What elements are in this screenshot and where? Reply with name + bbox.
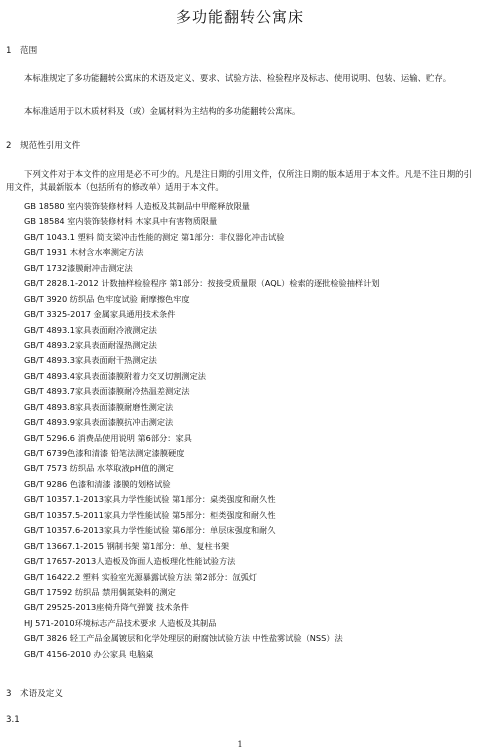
section-number: 2 bbox=[6, 141, 12, 151]
reference-item: GB/T 10357.5-2011家具力学性能试验 第5部分：柜类强度和耐久性 bbox=[24, 509, 276, 520]
section-title: 范围 bbox=[20, 46, 38, 56]
reference-item: GB/T 17657-2013人造板及饰面人造板理化性能试验方法 bbox=[24, 556, 236, 567]
section-number: 1 bbox=[6, 46, 12, 56]
reference-item: HJ 571-2010环境标志产品技术要求 人造板及其制品 bbox=[24, 617, 217, 628]
reference-item: GB/T 5296.6 消费品使用说明 第6部分：家具 bbox=[24, 432, 192, 443]
reference-item: GB/T 4156-2010 办公家具 电脑桌 bbox=[24, 648, 154, 659]
section-title: 术语及定义 bbox=[20, 689, 63, 699]
reference-item: GB/T 3826 轻工产品金属镀层和化学处理层的耐腐蚀试验方法 中性盐雾试验（NSS）法 bbox=[24, 633, 343, 644]
scope-paragraph-1: 本标准规定了多功能翻转公寓床的术语及定义、要求、试验方法、检验程序及标志、使用说明、包装、运输、贮存。 bbox=[24, 73, 452, 83]
section-3-heading bbox=[6, 687, 63, 699]
section-2-heading bbox=[6, 139, 80, 151]
subclause-number: 3.1 bbox=[6, 715, 20, 725]
normative-intro: 下列文件对于本文件的应用是必不可少的。凡是注日期的引用文件，仅所注日期的版本适用于本文件。凡是不注日期的引用文件，其最新版本（包括所有的修改单）适用于本文件。 bbox=[6, 169, 472, 192]
reference-item: GB/T 4893.7家具表面漆膜耐冷热温差测定法 bbox=[24, 386, 190, 397]
page-number: 1 bbox=[237, 740, 243, 749]
reference-item: GB/T 4893.8家具表面漆膜耐磨性测定法 bbox=[24, 401, 174, 412]
reference-item: GB/T 3920 纺织品 色牢度试验 耐摩擦色牢度 bbox=[24, 293, 190, 304]
reference-item: GB/T 17592 纺织品 禁用偶氮染料的测定 bbox=[24, 586, 176, 597]
reference-item: GB/T 4893.3家具表面耐干热测定法 bbox=[24, 355, 157, 366]
reference-item: GB 18584 室内装饰装修材料 木家具中有害物质限量 bbox=[24, 216, 218, 227]
document-title: 多功能翻转公寓床 bbox=[175, 8, 304, 26]
reference-item: GB/T 10357.6-2013家具力学性能试验 第6部分：单层床强度和耐久 bbox=[24, 525, 276, 536]
section-number: 3 bbox=[6, 689, 12, 699]
reference-list bbox=[24, 199, 379, 662]
reference-item: GB/T 13667.1-2015 钢制书架 第1部分：单、复柱书架 bbox=[24, 540, 230, 551]
reference-item: GB/T 7573 纺织品 水萃取液pH值的测定 bbox=[24, 463, 174, 474]
reference-item: GB/T 6739色漆和清漆 铅笔法测定漆膜硬度 bbox=[24, 448, 185, 458]
reference-item: GB/T 1931 木材含水率测定方法 bbox=[24, 247, 144, 258]
reference-item: GB 18580 室内装饰装修材料 人造板及其制品中甲醛释放限量 bbox=[24, 201, 250, 211]
reference-item: GB/T 4893.2家具表面耐湿热测定法 bbox=[24, 339, 157, 350]
reference-item: GB/T 16422.2 塑料 实验室光源暴露试验方法 第2部分：氙弧灯 bbox=[24, 571, 257, 582]
section-1-heading bbox=[6, 44, 37, 56]
reference-item: GB/T 4893.4家具表面漆膜附着力交叉切割测定法 bbox=[24, 370, 206, 381]
reference-item: GB/T 9286 色漆和清漆 漆膜的划格试验 bbox=[24, 478, 171, 489]
reference-item: GB/T 29525-2013座椅升降气弹簧 技术条件 bbox=[24, 602, 189, 613]
scope-paragraph-2: 本标准适用于以木质材料及（或）金属材料为主结构的多功能翻转公寓床。 bbox=[24, 106, 301, 116]
reference-item: GB/T 1043.1 塑料 简支梁冲击性能的测定 第1部分：非仪器化冲击试验 bbox=[24, 231, 285, 242]
reference-item: GB/T 3325-2017 金属家具通用技术条件 bbox=[24, 309, 176, 320]
reference-item: GB/T 4893.1家具表面耐冷液测定法 bbox=[24, 324, 157, 335]
reference-item: GB/T 1732漆膜耐冲击测定法 bbox=[24, 262, 133, 273]
reference-item: GB/T 2828.1-2012 计数抽样检验程序 第1部分：按接受质量限（AQL）检索的逐批检验抽样计划 bbox=[24, 278, 380, 289]
reference-item: GB/T 10357.1-2013家具力学性能试验 第1部分：桌类强度和耐久性 bbox=[24, 494, 276, 505]
reference-item: GB/T 4893.9家具表面漆膜抗冲击测定法 bbox=[24, 417, 174, 428]
section-title: 规范性引用文件 bbox=[20, 141, 81, 151]
